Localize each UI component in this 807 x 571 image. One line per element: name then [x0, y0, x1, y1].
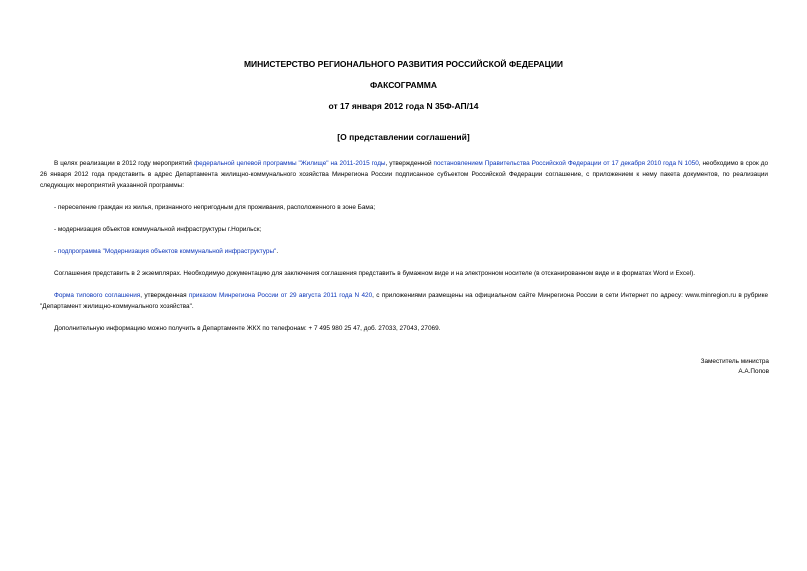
link-agreement-form[interactable]: Форма типового соглашения — [54, 292, 141, 299]
list-item-resettlement: - переселение граждан из жилья, признанного непригодным для проживания, расположенного в зоне Бама; — [54, 204, 376, 211]
intro-text-2: , утвержденной — [385, 160, 434, 167]
document-type: ФАКСОГРАММА — [370, 80, 437, 90]
document-date-number: от 17 января 2012 года N 35Ф-АП/14 — [328, 101, 479, 111]
subprogram-suffix: . — [276, 248, 279, 255]
link-order-420[interactable]: приказом Минрегиона России от 29 августа 2011 года N 420 — [188, 292, 373, 299]
signatory-position: Заместитель министра — [700, 358, 769, 365]
form-text-2: , с приложениями размещены на официальном сайте Минрегиона России в сети Интернет по адресу: www.minregion.ru в рубрике "Департамент жилищно-коммунального хозяйства". — [40, 292, 769, 310]
form-text-1: , утвержденная — [140, 292, 189, 299]
subprogram-prefix: - — [54, 248, 58, 255]
list-item-subprogram — [40, 246, 768, 257]
link-government-decree[interactable]: постановлением Правительства Российской Федерации от 17 декабря 2010 года N 1050 — [433, 160, 699, 167]
paragraph-contacts: Дополнительную информацию можно получить в Департаменте ЖКХ по телефонам: + 7 495 980 25 47, доб. 27033, 27043, 27069. — [54, 325, 441, 332]
document-subject: [О представлении соглашений] — [337, 132, 470, 142]
document-body — [40, 158, 768, 334]
intro-text-1: В целях реализации в 2012 году мероприятий — [54, 160, 194, 167]
link-federal-program[interactable]: федеральной целевой программы "Жилище" на 2011-2015 годы — [193, 160, 386, 167]
link-subprogram[interactable]: подпрограмма "Модернизация объектов коммунальной инфраструктуры" — [57, 248, 277, 255]
signature-block — [701, 357, 769, 377]
paragraph-copies: Соглашения представить в 2 экземплярах. Необходимую документацию для заключения соглашения представить в бумажном виде и на электронном носителе (в отсканированном виде и в форматах Word и Excel). — [54, 270, 695, 277]
intro-text-3: , необходимо в срок до 26 января 2012 года представить в адрес Департамента жилищно-коммунального хозяйства Минрегиона России подписанное субъектом Российской Федерации соглашение, с приложением к нему пакета документов, по реализации следующих мероприятий указанной программы: — [40, 160, 768, 189]
paragraph-form — [40, 290, 768, 312]
paragraph-intro — [40, 158, 768, 191]
list-item-norilsk: - модернизация объектов коммунальной инфраструктуры г.Норильск; — [54, 226, 262, 233]
signatory-name: А.А.Попов — [738, 368, 769, 375]
ministry-title: МИНИСТЕРСТВО РЕГИОНАЛЬНОГО РАЗВИТИЯ РОССИЙСКОЙ ФЕДЕРАЦИИ — [243, 59, 564, 69]
